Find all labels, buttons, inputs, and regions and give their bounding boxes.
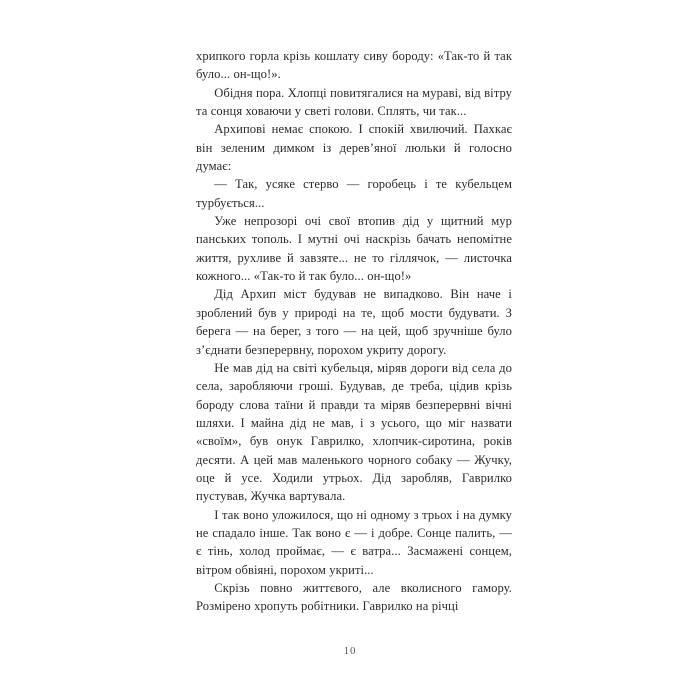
paragraph: Обідня пора. Хлопці повитягалися на мураві, від вітру та сонця ховаючи у светі голови. Сплять, чи так... bbox=[196, 85, 512, 119]
paragraph: Архипові немає спокою. І спокій хвилючий. Пахкає він зеленим димком із дерев’яної люльки й голосно думає: bbox=[196, 122, 512, 174]
page-text-block bbox=[196, 47, 512, 616]
paragraph: Дід Архип міст будував не випадково. Він наче і зроблений був у природі на те, щоб мости будувати. З берега — на берег, з того — на цей, щоб зручніше було з’єднати безперервну, порохом укриту дорогу. bbox=[196, 287, 512, 357]
paragraph: І так воно уложилося, що ні одному з трьох і на думку не спадало інше. Так воно є — і добре. Сонце палить, — є тінь, холод проймає, — є ватра... Засмажені сонцем, вітром обвіяні, порохом укриті... bbox=[196, 507, 512, 577]
paragraph: Уже непрозорі очі свої втопив дід у щитний мур панських тополь. І мутні очі наскрізь бачать непомітне життя, рухливе й завзяте... не то гіллячок, — листочка кожного... «Так-то й так було... он-що!» bbox=[196, 214, 512, 284]
page-number: 10 bbox=[343, 645, 357, 657]
paragraph: — Так, усяке стерво — горобець і те кубельцем турбується... bbox=[196, 177, 512, 210]
paragraph: Не мав дід на світі кубельця, міряв дороги від села до села, заробляючи гроші. Будував, де треба, цідив крізь бороду слова таїни й правди та міряв безперервні вічні шляхи. І майна дід не мав, і з усього, що міг назвати «своїм», був онук Гаврилко, хлопчик-сиротина, років десяти. А цей мав маленького чорного собаку — Жучку, оце й усе. Ходили утрьох. Дід заробляв, Гаврилко пустував, Жучка вартувала. bbox=[196, 360, 512, 504]
paragraph: Скрізь повно життєвого, але вколисного гамору. Розмірено хропуть робітники. Гаврилко на річці bbox=[196, 580, 512, 614]
paragraph: хрипкого горла крізь кошлату сиву бороду: «Так-то й так було... он-що!». bbox=[196, 49, 512, 82]
